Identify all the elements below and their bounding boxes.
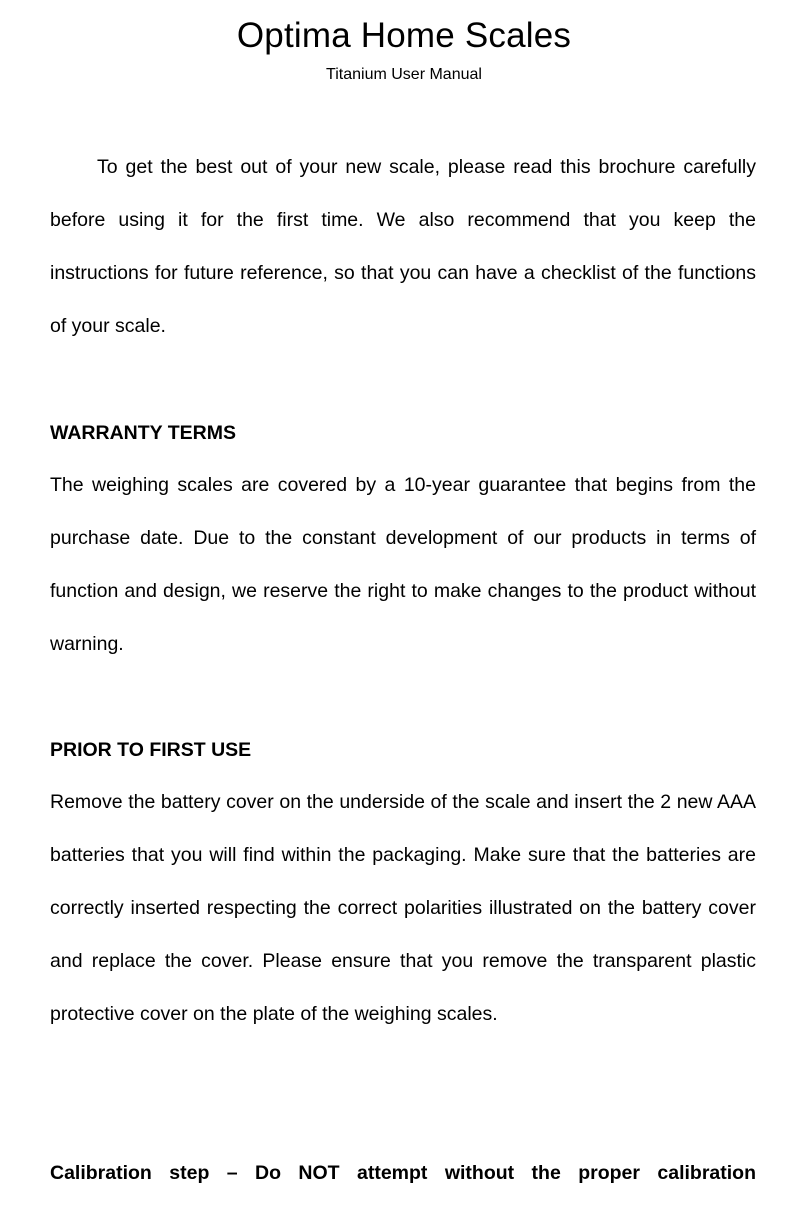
document-subtitle: Titanium User Manual [326, 66, 482, 83]
warranty-paragraph: The weighing scales are covered by a 10-year guarantee that begins from the purchase date. Due to the constant development of our products in terms of function and design, we reserve the right to make changes to the product without warning. [50, 474, 756, 655]
prior-use-paragraph: Remove the battery cover on the underside of the scale and insert the 2 new AAA batteries that you will find within the packaging. Make sure that the batteries are correctly inserted respecting the correct polarities illustrated on the battery cover and replace the cover. Please ensure that you remove the transparent plastic protective cover on the plate of the weighing scales. [50, 791, 756, 1025]
intro-paragraph: To get the best out of your new scale, please read this brochure carefully before using it for the first time. We also recommend that you keep the instructions for future reference, so that you can have a checklist of the functions of your scale. [50, 156, 756, 337]
calibration-heading: Calibration step – Do NOT attempt without the proper calibration [50, 1162, 756, 1184]
document-title: Optima Home Scales [236, 16, 572, 55]
prior-use-heading: PRIOR TO FIRST USE [50, 739, 252, 761]
warranty-heading: WARRANTY TERMS [50, 422, 236, 444]
